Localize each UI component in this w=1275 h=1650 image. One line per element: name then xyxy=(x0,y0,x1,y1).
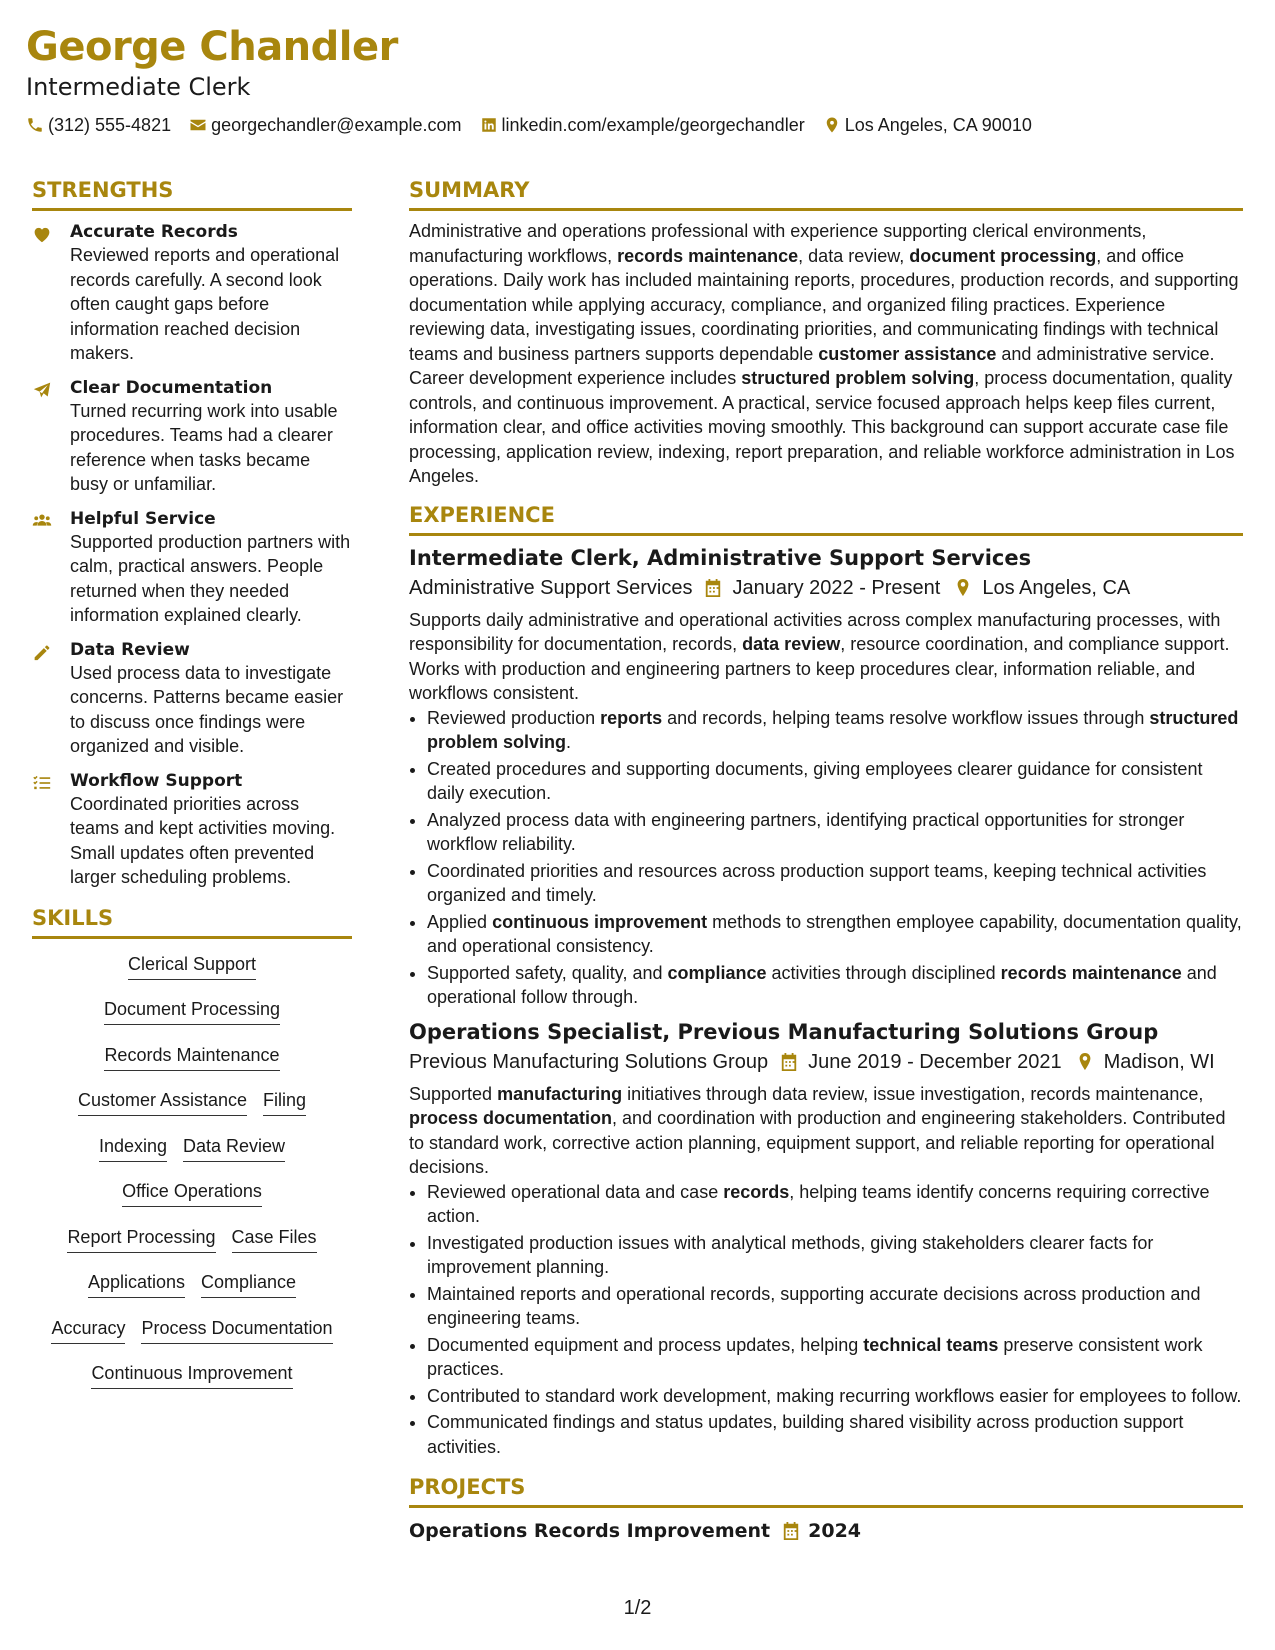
emphasis-text: continuous improvement xyxy=(492,911,708,932)
skills-list xyxy=(32,953,352,1408)
emphasis-text: manufacturing xyxy=(497,1083,623,1104)
skill-tag: Clerical Support xyxy=(128,953,256,980)
job-title: Intermediate Clerk, Administrative Support Services xyxy=(409,545,1032,570)
strength-item xyxy=(32,639,352,759)
strength-title: Clear Documentation xyxy=(70,377,273,398)
paper-plane-icon xyxy=(32,381,52,399)
skill-tag: Office Operations xyxy=(122,1180,262,1207)
job-title: Operations Specialist, Previous Manufacturing Solutions Group xyxy=(409,1019,1159,1044)
strength-title: Data Review xyxy=(70,639,190,660)
job-description: Supports daily administrative and operational activities across complex manufacturing processes, with responsibility for documentation, records, data review, resource coordination, and compliance support. Works with production and engineering partners to keep procedures clear, information reliable, and workflows consistent. xyxy=(409,609,1230,703)
skill-tag: Document Processing xyxy=(104,998,280,1025)
strength-item xyxy=(32,770,352,890)
left-column xyxy=(32,176,352,1408)
skill-tag: Customer Assistance xyxy=(78,1089,247,1116)
project-entry xyxy=(409,1518,1243,1544)
skill-tag: Compliance xyxy=(201,1271,296,1298)
job-bullet: • Maintained reports and operational records, supporting accurate decisions across production and engineering teams. xyxy=(427,1282,1243,1331)
strength-desc: Reviewed reports and operational records carefully. A second look often caught gaps before information reached decision makers. xyxy=(70,245,340,363)
job-entry xyxy=(409,544,1243,1010)
skill-tag: Data Review xyxy=(183,1135,285,1162)
heart-icon xyxy=(32,225,52,243)
strengths-heading: STRENGTHS xyxy=(32,176,352,211)
emphasis-text: data review xyxy=(742,634,841,654)
job-location: Madison, WI xyxy=(1103,1050,1215,1073)
strengths-list xyxy=(32,221,352,890)
page-number: 1/2 xyxy=(623,1597,652,1619)
job-company: Administrative Support Services xyxy=(409,576,693,599)
skill-tag: Report Processing xyxy=(67,1226,215,1253)
job-bullet: • Investigated production issues with analytical methods, giving stakeholders clearer facts for improvement planning. xyxy=(427,1231,1243,1280)
emphasis-text: records xyxy=(723,1181,790,1202)
users-icon xyxy=(32,512,52,530)
summary-heading: SUMMARY xyxy=(409,176,1243,211)
strength-desc: Turned recurring work into usable procedures. Teams had a clearer reference when tasks became busy or unfamiliar. xyxy=(70,400,338,494)
calendar-icon xyxy=(782,1521,800,1541)
skill-row xyxy=(80,1271,304,1317)
calendar-icon xyxy=(704,578,722,598)
skill-row xyxy=(96,1044,287,1090)
summary-text: Administrative and operations professional with experience supporting clerical environments, manufacturing workflows, records maintenance, data review, document processing, and office operations. Daily work has included maintaining reports, procedures, production records, and supporting documentation while applying accuracy, compliance, and organized filing practices. Experience reviewing data, investigating issues, coordinating priorities, and communicating findings with technical teams and business partners supports dependable customer assistance and administrative service. Career development experience includes structured problem solving, process documentation, quality controls, and continuous improvement. A practical, service focused approach helps keep files current, information clear, and office activities moving smoothly. This background can support accurate case file processing, application review, indexing, report preparation, and reliable workforce administration in Los Angeles. xyxy=(409,221,1239,486)
job-bullet: • Applied continuous improvement methods to strengthen employee capability, documentation quality, and operational consistency. xyxy=(427,910,1243,959)
resume-header xyxy=(26,24,1256,136)
skill-tag: Continuous Improvement xyxy=(91,1362,292,1389)
job-bullet: • Supported safety, quality, and compliance activities through disciplined records maintenance and operational follow through. xyxy=(427,961,1243,1010)
job-bullet: • Created procedures and supporting documents, giving employees clearer guidance for consistent daily execution. xyxy=(427,757,1243,806)
strength-desc: Used process data to investigate concerns. Patterns became easier to discuss once findings were organized and visible. xyxy=(70,662,344,756)
skill-row xyxy=(120,953,264,999)
job-dates: June 2019 - December 2021 xyxy=(808,1050,1062,1073)
contact-email[interactable] xyxy=(189,114,461,136)
job-bullet: • Reviewed operational data and case records, helping teams identify concerns requiring corrective action. xyxy=(427,1180,1243,1229)
job-entry xyxy=(409,1018,1243,1460)
calendar-icon xyxy=(780,1052,798,1072)
skill-tag: Case Files xyxy=(232,1226,317,1253)
map-pin-icon xyxy=(954,578,972,598)
job-meta xyxy=(409,1048,1243,1076)
skill-tag: Filing xyxy=(263,1089,306,1116)
skill-tag: Indexing xyxy=(99,1135,167,1162)
skills-heading: SKILLS xyxy=(32,904,352,939)
candidate-name: George Chandler xyxy=(26,24,398,70)
map-pin-icon xyxy=(823,116,841,134)
job-bullets xyxy=(427,1180,1243,1460)
checklist-icon xyxy=(32,774,52,792)
emphasis-text: process documentation xyxy=(409,1108,613,1128)
candidate-role: Intermediate Clerk xyxy=(26,73,251,101)
job-bullet: • Analyzed process data with engineering partners, identifying practical opportunities for stronger workflow reliability. xyxy=(427,808,1243,857)
projects-heading: PROJECTS xyxy=(409,1473,1243,1508)
job-bullet: • Reviewed production reports and records, helping teams resolve workflow issues through structured problem solving. xyxy=(427,706,1243,755)
contact-bar xyxy=(26,114,1256,136)
job-description: Supported manufacturing initiatives through data review, issue investigation, records maintenance, process documentation, and coordination with production and engineering stakeholders. Contributed to standard work, corrective action planning, equipment support, and reliable reporting for operational decisions. xyxy=(409,1083,1226,1177)
contact-location xyxy=(823,114,1032,136)
emphasis-text: customer assistance xyxy=(818,343,997,364)
strength-desc: Coordinated priorities across teams and kept activities moving. Small updates often prevented larger scheduling problems. xyxy=(70,793,336,887)
strength-item xyxy=(32,508,352,628)
skill-row xyxy=(59,1226,324,1272)
emphasis-text: structured problem solving xyxy=(741,368,975,388)
strength-item xyxy=(32,221,352,366)
emphasis-text: document processing xyxy=(909,245,1097,266)
pencil-icon xyxy=(32,643,52,661)
job-bullet: • Documented equipment and process updates, helping technical teams preserve consistent work practices. xyxy=(427,1333,1243,1382)
strength-title: Workflow Support xyxy=(70,770,243,791)
emphasis-text: structured problem solving xyxy=(427,707,1239,752)
skill-row xyxy=(43,1317,340,1363)
skill-row xyxy=(70,1089,314,1135)
strength-title: Helpful Service xyxy=(70,508,216,529)
skill-tag: Accuracy xyxy=(51,1317,125,1344)
skill-row xyxy=(83,1362,300,1408)
contact-linkedin[interactable] xyxy=(480,114,805,136)
email-text: georgechandler@example.com xyxy=(211,115,462,135)
job-bullets xyxy=(427,706,1243,1010)
linkedin-icon xyxy=(480,116,498,134)
project-year: 2024 xyxy=(808,1520,862,1542)
job-location: Los Angeles, CA xyxy=(982,576,1131,599)
strength-desc: Supported production partners with calm, practical answers. People returned when they needed information explained clearly. xyxy=(70,531,351,625)
experience-heading: EXPERIENCE xyxy=(409,501,1243,536)
phone-text: (312) 555-4821 xyxy=(48,115,172,135)
right-column xyxy=(409,176,1243,1544)
emphasis-text: records maintenance xyxy=(1000,962,1182,983)
skill-row xyxy=(96,998,288,1044)
contact-phone[interactable] xyxy=(26,114,171,136)
job-meta xyxy=(409,574,1243,602)
job-bullet: • Coordinated priorities and resources across production support teams, keeping technical activities organized and timely. xyxy=(427,859,1243,908)
job-company: Previous Manufacturing Solutions Group xyxy=(409,1050,769,1073)
skill-tag: Applications xyxy=(88,1271,185,1298)
skill-tag: Process Documentation xyxy=(141,1317,332,1344)
emphasis-text: reports xyxy=(600,707,663,728)
job-dates: January 2022 - Present xyxy=(732,576,941,599)
emphasis-text: technical teams xyxy=(863,1334,999,1355)
skill-row xyxy=(114,1180,270,1226)
strength-item xyxy=(32,377,352,497)
linkedin-text: linkedin.com/example/georgechandler xyxy=(501,115,805,135)
job-bullet: • Contributed to standard work development, making recurring workflows easier for employees to follow. xyxy=(427,1384,1243,1409)
job-bullet: • Communicated findings and status updates, building shared visibility across production support activities. xyxy=(427,1410,1243,1459)
emphasis-text: compliance xyxy=(667,962,767,983)
location-text: Los Angeles, CA 90010 xyxy=(844,115,1032,135)
phone-icon xyxy=(26,116,44,134)
skill-tag: Records Maintenance xyxy=(104,1044,279,1071)
map-pin-icon xyxy=(1076,1052,1094,1072)
envelope-icon xyxy=(189,116,207,134)
strength-title: Accurate Records xyxy=(70,222,238,242)
project-title: Operations Records Improvement xyxy=(409,1520,771,1542)
skill-row xyxy=(91,1135,293,1181)
emphasis-text: records maintenance xyxy=(617,245,799,266)
